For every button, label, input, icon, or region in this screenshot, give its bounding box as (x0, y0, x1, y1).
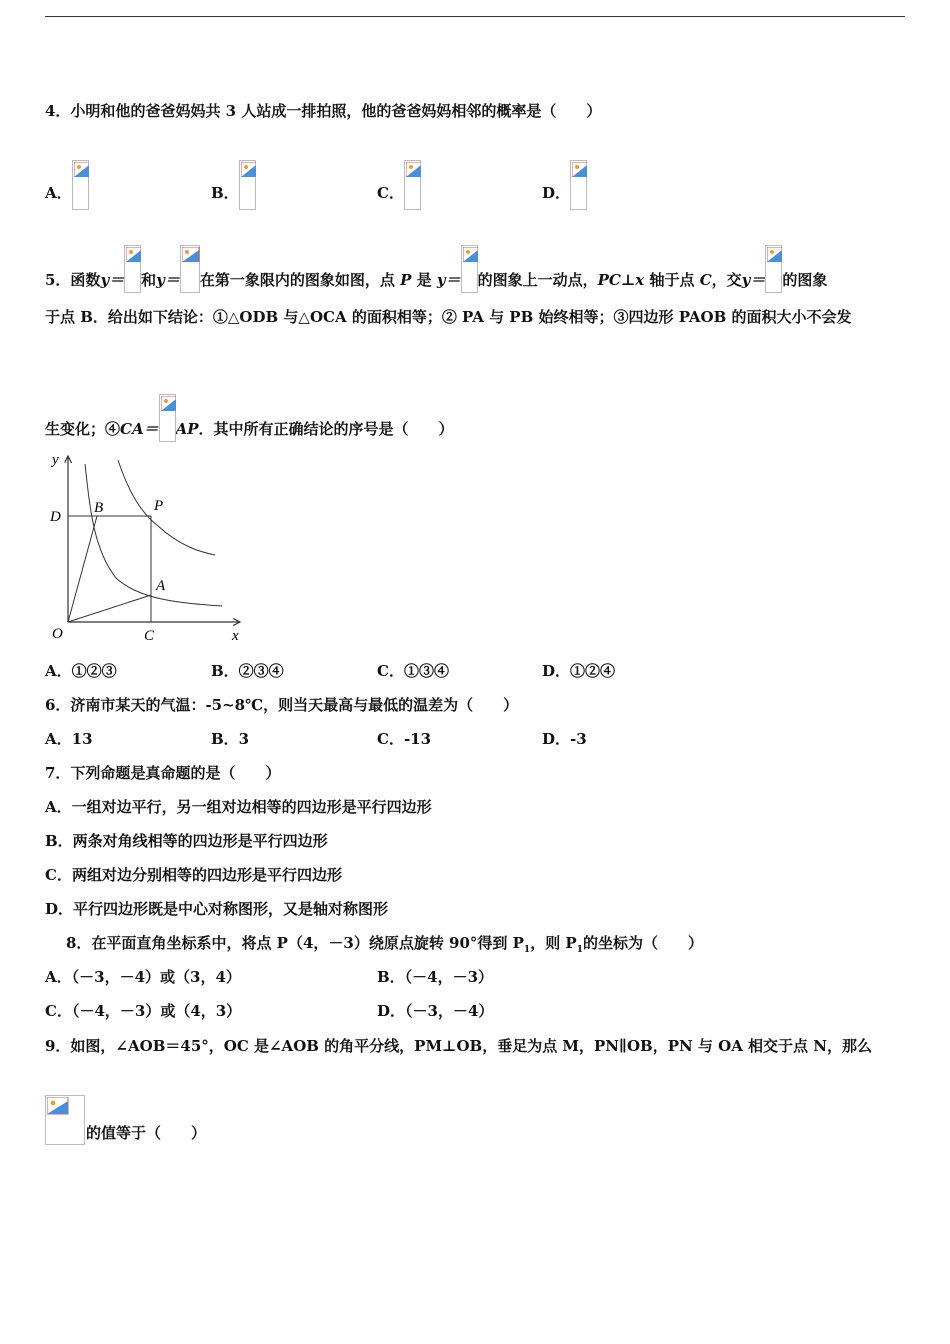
broken-image-icon (239, 160, 256, 210)
q5-option-b: B．②③④ (211, 662, 284, 680)
broken-image-icon (570, 160, 587, 210)
q6-stem: 6．济南市某天的气温：-5~8℃，则当天最高与最低的温差为（ ） (45, 696, 519, 714)
q5-option-c: C．①③④ (377, 662, 449, 680)
label-x: x (232, 628, 239, 644)
q8-option-d: D．（－3，－4） (377, 1002, 494, 1020)
q6-option-c: C．-13 (377, 730, 432, 748)
q6-option-b: B．3 (211, 730, 250, 748)
broken-image-icon (461, 245, 478, 293)
q9-stem: 9．如图，∠AOB＝45°，OC 是∠AOB 的角平分线，PM⊥OB，垂足为点 M，PN∥OB，PN 与 OA 相交于点 N，那么 (45, 1037, 872, 1055)
q7-option-a: A．一组对边平行，另一组对边相等的四边形是平行四边形 (45, 798, 432, 816)
label-b: B (94, 500, 104, 516)
q7-stem: 7．下列命题是真命题的是（ ） (45, 764, 281, 782)
broken-image-icon (765, 245, 782, 293)
q5-line-2: 于点 B．给出如下结论：①△ODB 与△OCA 的面积相等；② PA 与 PB 始终相等；③四边形 PAOB 的面积大小不会发 (45, 308, 852, 326)
broken-image-icon (45, 1095, 85, 1145)
broken-image-icon (159, 394, 176, 442)
q6-option-a: A．13 (45, 730, 93, 748)
q5-line-1: 5．函数y＝ 和y＝ 在第一象限内的图象如图，点 P 是 y＝ 的图象上一动点，PC⊥x 轴于点 C，交y＝ 的图象 (45, 245, 827, 293)
q8-option-a: A．（－3，－4）或（3，4） (45, 968, 241, 986)
q8-option-b: B．（－4，－3） (377, 968, 494, 986)
q4-option-b: B． (211, 160, 256, 210)
outer-curve (118, 460, 215, 555)
q5-line-3: 生变化；④CA＝ AP．其中所有正确结论的序号是（ ） (45, 394, 454, 442)
broken-image-icon (124, 245, 141, 293)
broken-image-icon (72, 160, 89, 210)
q9-broken-image (45, 1095, 85, 1145)
label-p: P (154, 498, 164, 514)
q8-stem: 8．在平面直角坐标系中，将点 P（4，－3）绕原点旋转 90°得到 $P_1$，则 $P_1$的坐标为（ ） (66, 934, 703, 955)
inner-curve (85, 464, 222, 606)
inverse-function-graph (40, 450, 250, 650)
segment-oa (68, 595, 151, 622)
broken-image-icon (404, 160, 421, 210)
q4-option-c: C． (377, 160, 421, 210)
broken-image-icon (180, 245, 200, 293)
q6-option-d: D．-3 (542, 730, 587, 748)
q5-option-d: D．①②④ (542, 662, 616, 680)
label-o: O (52, 626, 63, 642)
q7-option-c: C．两组对边分别相等的四边形是平行四边形 (45, 866, 342, 884)
header-rule (45, 16, 905, 17)
q4-option-d: D． (542, 160, 587, 210)
q5-option-a: A．①②③ (45, 662, 117, 680)
label-a: A (156, 578, 166, 594)
label-c: C (144, 628, 155, 644)
label-d: D (50, 509, 61, 525)
q4-option-a: A． (45, 160, 89, 210)
segment-ob (68, 516, 97, 622)
q4-stem: 4．小明和他的爸爸妈妈共 3 人站成一排拍照，他的爸爸妈妈相邻的概率是（ ） (45, 102, 602, 120)
q8-option-c: C．（－4，－3）或（4，3） (45, 1002, 242, 1020)
q9-tail: 的值等于（ ） (86, 1124, 207, 1142)
q7-option-b: B．两条对角线相等的四边形是平行四边形 (45, 832, 328, 850)
label-y: y (52, 452, 59, 468)
q7-option-d: D．平行四边形既是中心对称图形，又是轴对称图形 (45, 900, 389, 918)
